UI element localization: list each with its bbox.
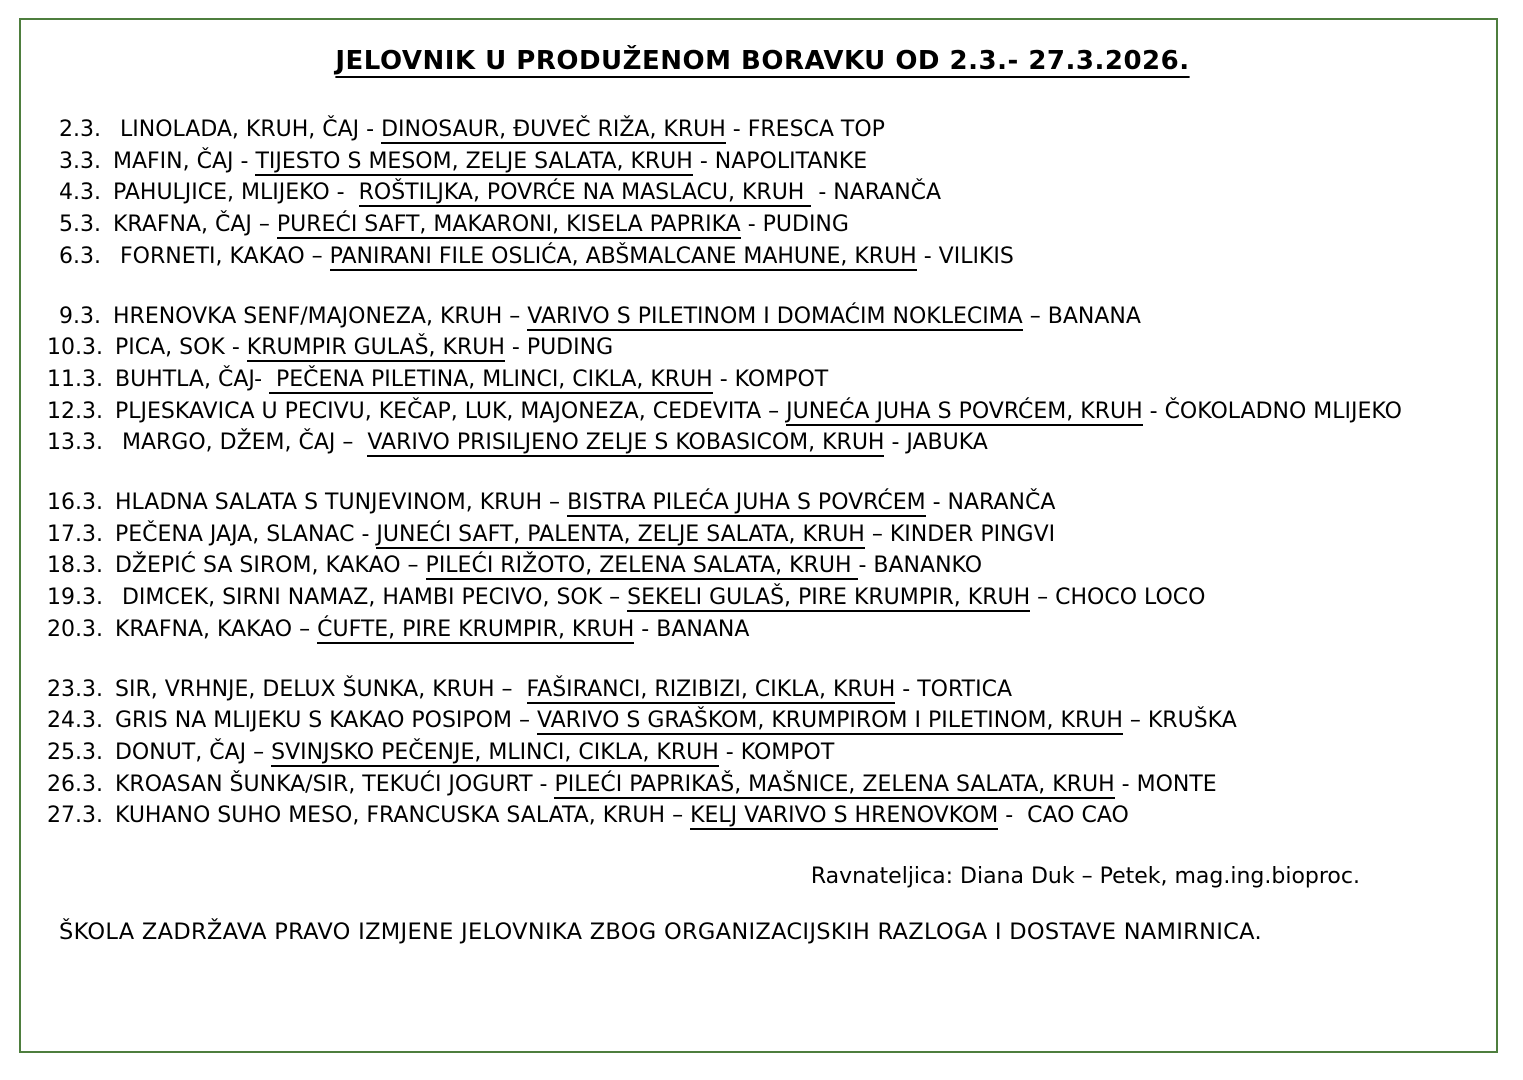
menu-line-breakfast: DŽEPIĆ SA SIROM, KAKAO – bbox=[114, 553, 426, 579]
menu-line-lunch-underlined: BISTRA PILEĆA JUHA S POVRĆEM bbox=[567, 490, 926, 516]
menu-line-breakfast: PAHULJICE, MLIJEKO - bbox=[113, 180, 359, 206]
menu-line-lunch-underlined: VARIVO PRISILJENO ZELJE S KOBASICOM, KRUH bbox=[367, 430, 885, 456]
menu-line-breakfast: PLJESKAVICA U PECIVU, KEČAP, LUK, MAJONEZA, CEDEVITA – bbox=[114, 398, 787, 424]
menu-line bbox=[47, 769, 1478, 801]
menu-line-breakfast: LINOLADA, KRUH, ČAJ - bbox=[113, 117, 382, 142]
menu-line-date: 3.3. bbox=[59, 148, 101, 174]
menu-line-snack: - NARANČA bbox=[811, 180, 942, 206]
menu-line bbox=[47, 737, 1478, 769]
menu-line-lunch-underlined: VARIVO S GRAŠKOM, KRUMPIROM I PILETINOM, KRUH bbox=[536, 708, 1123, 734]
menu-line bbox=[47, 114, 1478, 146]
menu-line bbox=[47, 332, 1478, 364]
menu-line-snack: – BANANA bbox=[1022, 303, 1141, 329]
menu-line-breakfast: FORNETI, KAKAO – bbox=[113, 243, 330, 269]
menu-line bbox=[47, 800, 1478, 832]
menu-line-snack: - BANANKO bbox=[858, 553, 983, 579]
menu-line-date: 26.3. bbox=[47, 771, 103, 797]
menu-line-breakfast: KUHANO SUHO MESO, FRANCUSKA SALATA, KRUH – bbox=[114, 803, 691, 829]
menu-line-date: 17.3. bbox=[47, 521, 103, 547]
menu-line-date: 2.3. bbox=[59, 117, 101, 142]
menu-line-breakfast: HRENOVKA SENF/MAJONEZA, KRUH – bbox=[113, 303, 528, 329]
menu-line-snack: - PUDING bbox=[504, 335, 614, 361]
menu-line-lunch-underlined: JUNEĆA JUHA S POVRĆEM, KRUH bbox=[786, 398, 1143, 424]
menu-line-date: 19.3. bbox=[47, 585, 103, 611]
menu-line-date: 16.3. bbox=[47, 490, 103, 516]
menu-line-date: 4.3. bbox=[59, 180, 101, 206]
menu-line-snack: - JABUKA bbox=[884, 430, 988, 456]
menu-line-breakfast: HLADNA SALATA S TUNJEVINOM, KRUH – bbox=[114, 490, 568, 516]
menu-line-snack: - ČOKOLADNO MLIJEKO bbox=[1142, 398, 1402, 424]
menu-line-breakfast: MAFIN, ČAJ - bbox=[113, 148, 256, 174]
menu-line-date: 6.3. bbox=[59, 243, 101, 269]
menu-line bbox=[47, 519, 1478, 551]
menu-line-breakfast: KRAFNA, ČAJ – bbox=[113, 212, 277, 238]
menu-line-lunch-underlined: KELJ VARIVO S HRENOVKOM bbox=[690, 803, 999, 829]
menu-line-lunch-underlined: KRUMPIR GULAŠ, KRUH bbox=[246, 335, 505, 361]
menu-line-date: 12.3. bbox=[47, 398, 103, 424]
menu-line-lunch-underlined: PEČENA PILETINA, MLINCI, CIKLA, KRUH bbox=[269, 366, 713, 392]
menu-line-snack: – CHOCO LOCO bbox=[1030, 585, 1206, 611]
menu-line-breakfast: SIR, VRHNJE, DELUX ŠUNKA, KRUH – bbox=[114, 676, 527, 702]
menu-line bbox=[47, 550, 1478, 582]
menu-line-breakfast: DIMCEK, SIRNI NAMAZ, HAMBI PECIVO, SOK – bbox=[114, 585, 628, 611]
menu-line-snack: - FRESCA TOP bbox=[725, 117, 885, 142]
menu-line-lunch-underlined: VARIVO S PILETINOM I DOMAĆIM NOKLECIMA bbox=[527, 303, 1023, 329]
menu-line-lunch-underlined: SEKELI GULAŠ, PIRE KRUMPIR, KRUH bbox=[627, 585, 1031, 611]
menu-line-snack: - NAPOLITANKE bbox=[692, 148, 868, 174]
disclaimer-note: ŠKOLA ZADRŽAVA PRAVO IZMJENE JELOVNIKA ZBOG ORGANIZACIJSKIH RAZLOGA I DOSTAVE NAMIRNICA. bbox=[59, 919, 1262, 946]
menu-line-snack: - MONTE bbox=[1114, 771, 1217, 797]
menu-line bbox=[47, 705, 1478, 737]
menu-line-lunch-underlined: PANIRANI FILE OSLIĆA, ABŠMALCANE MAHUNE, KRUH bbox=[329, 243, 917, 269]
menu-line bbox=[47, 582, 1478, 614]
menu-line-breakfast: KROASAN ŠUNKA/SIR, TEKUĆI JOGURT - bbox=[114, 771, 555, 797]
menu-line-breakfast: BUHTLA, ČAJ- bbox=[114, 366, 270, 392]
menu-line-breakfast: PICA, SOK - bbox=[114, 335, 247, 361]
menu-line bbox=[47, 177, 1478, 209]
menu-line bbox=[47, 146, 1478, 178]
page-title: JELOVNIK U PRODUŽENOM BORAVKU OD 2.3.- 27.3.2026. bbox=[335, 46, 1190, 76]
menu-line-snack: - NARANČA bbox=[925, 490, 1056, 516]
menu-line-breakfast: GRIS NA MLIJEKU S KAKAO POSIPOM – bbox=[114, 708, 537, 734]
menu-line-date: 11.3. bbox=[47, 366, 103, 392]
menu-line-snack: - VILIKIS bbox=[916, 243, 1014, 269]
menu-line-snack: - CAO CAO bbox=[998, 803, 1129, 829]
menu-line-snack: - TORTICA bbox=[895, 676, 1013, 702]
menu-line-lunch-underlined: ROŠTILJKA, POVRĆE NA MASLACU, KRUH bbox=[358, 180, 812, 206]
menu-line bbox=[47, 614, 1478, 646]
menu-line-breakfast: DONUT, ČAJ – bbox=[114, 739, 272, 765]
menu-line-date: 20.3. bbox=[47, 616, 103, 642]
menu-line-snack: – KINDER PINGVI bbox=[864, 521, 1056, 547]
menu-line bbox=[47, 364, 1478, 396]
menu-line bbox=[47, 674, 1478, 706]
menu-line bbox=[47, 396, 1478, 428]
menu-line-lunch-underlined: PILEĆI PAPRIKAŠ, MAŠNICE, ZELENA SALATA, KRUH bbox=[554, 771, 1115, 797]
menu-line-lunch-underlined: JUNEĆI SAFT, PALENTA, ZELJE SALATA, KRUH bbox=[376, 521, 865, 547]
menu-line bbox=[47, 241, 1478, 273]
menu-line-date: 13.3. bbox=[47, 430, 103, 456]
menu-line bbox=[47, 301, 1478, 333]
menu-line-snack: - BANANA bbox=[634, 616, 750, 642]
menu-line-breakfast: MARGO, DŽEM, ČAJ – bbox=[114, 430, 368, 456]
menu-line-breakfast: PEČENA JAJA, SLANAC - bbox=[114, 521, 377, 547]
menu-line bbox=[47, 209, 1478, 241]
menu-line-date: 24.3. bbox=[47, 708, 103, 734]
menu-line-snack: - KOMPOT bbox=[718, 739, 835, 765]
menu-line-date: 25.3. bbox=[47, 739, 103, 765]
menu-document bbox=[21, 20, 1496, 1051]
menu-line-date: 9.3. bbox=[59, 303, 101, 329]
menu-line-date: 23.3. bbox=[47, 676, 103, 702]
menu-week bbox=[47, 674, 1478, 833]
menu-line-lunch-underlined: SVINJSKO PEČENJE, MLINCI, CIKLA, KRUH bbox=[271, 739, 719, 765]
menu-line bbox=[47, 487, 1478, 519]
menu-week bbox=[47, 301, 1478, 460]
menu-line-breakfast: KRAFNA, KAKAO – bbox=[114, 616, 318, 642]
menu-line-date: 18.3. bbox=[47, 553, 103, 579]
menu-line-snack: – KRUŠKA bbox=[1122, 708, 1237, 734]
menu-line-snack: - PUDING bbox=[740, 212, 849, 238]
menu-line bbox=[47, 427, 1478, 459]
menu-line-lunch-underlined: TIJESTO S MESOM, ZELJE SALATA, KRUH bbox=[255, 148, 693, 174]
menu-list bbox=[47, 114, 1478, 832]
menu-line-lunch-underlined: FAŠIRANCI, RIZIBIZI, CIKLA, KRUH bbox=[526, 676, 896, 702]
menu-week bbox=[47, 487, 1478, 646]
menu-line-date: 5.3. bbox=[59, 212, 101, 238]
signature-line: Ravnateljica: Diana Duk – Petek, mag.ing.bioproc. bbox=[810, 864, 1360, 890]
menu-week bbox=[47, 114, 1478, 273]
menu-line-lunch-underlined: ĆUFTE, PIRE KRUMPIR, KRUH bbox=[317, 616, 635, 642]
menu-line-date: 10.3. bbox=[47, 335, 103, 361]
menu-line-lunch-underlined: DINOSAUR, ĐUVEČ RIŽA, KRUH bbox=[381, 117, 726, 142]
menu-line-lunch-underlined: PILEĆI RIŽOTO, ZELENA SALATA, KRUH bbox=[425, 553, 859, 579]
menu-line-date: 27.3. bbox=[47, 803, 103, 829]
menu-line-snack: - KOMPOT bbox=[712, 366, 829, 392]
menu-line-lunch-underlined: PUREĆI SAFT, MAKARONI, KISELA PAPRIKA bbox=[276, 212, 741, 238]
